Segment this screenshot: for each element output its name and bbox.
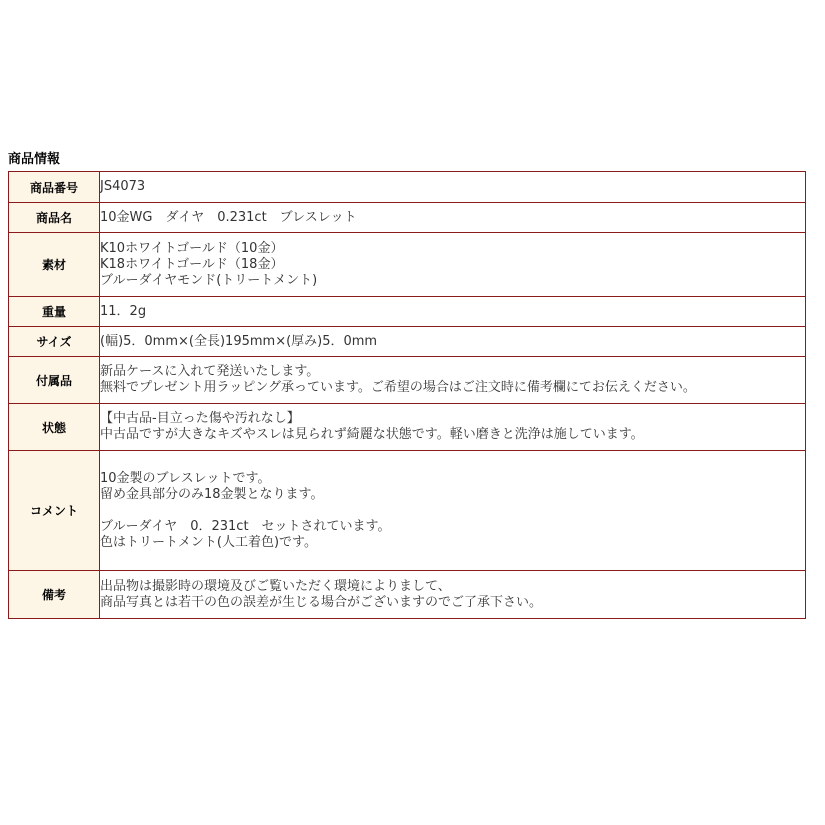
row-value [100,172,806,203]
row-value [100,327,806,357]
row-label: 重量 [9,297,100,327]
row-value [100,451,806,571]
table-row-accessories [9,357,806,404]
row-value [100,404,806,451]
value-line: 新品ケースに入れて発送いたします。 [100,364,320,379]
row-label: 素材 [9,233,100,297]
row-label: コメント [9,451,100,571]
row-value [100,357,806,404]
value-line: K18ホワイトゴールド（18金） [100,256,284,272]
value-line: 出品物は撮影時の環境及びご覧いただく環境によりまして、 [100,578,451,594]
row-value [100,203,806,233]
value-line [100,503,805,519]
row-value [100,233,806,297]
row-label: 備考 [9,571,100,619]
row-label: 付属品 [9,357,100,404]
section-title: 商品情報 [8,152,61,167]
value-line: 商品写真とは若干の色の誤差が生じる場合がございますのでご了承下さい。 [100,594,543,610]
value-line: JS4073 [100,179,146,194]
table-row-condition [9,404,806,451]
value-line: K10ホワイトゴールド（10金） [100,240,284,256]
product-info-table [8,171,806,619]
value-line: 色はトリートメント(人工着色)です。 [100,534,317,550]
table-row-comment [9,451,806,571]
value-line: (幅)5．0mm×(全長)195mm×(厚み)5．0mm [100,333,378,349]
row-label: 商品番号 [9,172,100,203]
row-value [100,297,806,327]
value-line: 中古品ですが大きなキズやスレは見られず綺麗な状態です。軽い磨きと洗浄は施しています。 [100,427,644,442]
value-line: 10金WG ダイヤ 0.231ct ブレスレット [100,209,357,225]
row-label: サイズ [9,327,100,357]
value-line: 無料でプレゼント用ラッピング承っています。ご希望の場合はご注文時に備考欄にてお伝えください。 [100,380,696,395]
value-line: ブルーダイヤモンド(トリートメント) [100,272,318,288]
table-row-product-number [9,172,806,203]
table-row-notes [9,571,806,619]
row-value [100,571,806,619]
value-line: 【中古品-目立った傷や汚れなし】 [100,411,300,426]
table-row-product-name [9,203,806,233]
table-row-weight [9,297,806,327]
value-line: 10金製のブレスレットです。 [100,470,271,486]
row-label: 状態 [9,404,100,451]
value-line: 11．2g [100,303,147,319]
row-label: 商品名 [9,203,100,233]
value-line: 留め金具部分のみ18金製となります。 [100,486,324,502]
table-row-size [9,327,806,357]
table-row-material [9,233,806,297]
value-line: ブルーダイヤ 0．231ct セットされています。 [100,518,391,534]
